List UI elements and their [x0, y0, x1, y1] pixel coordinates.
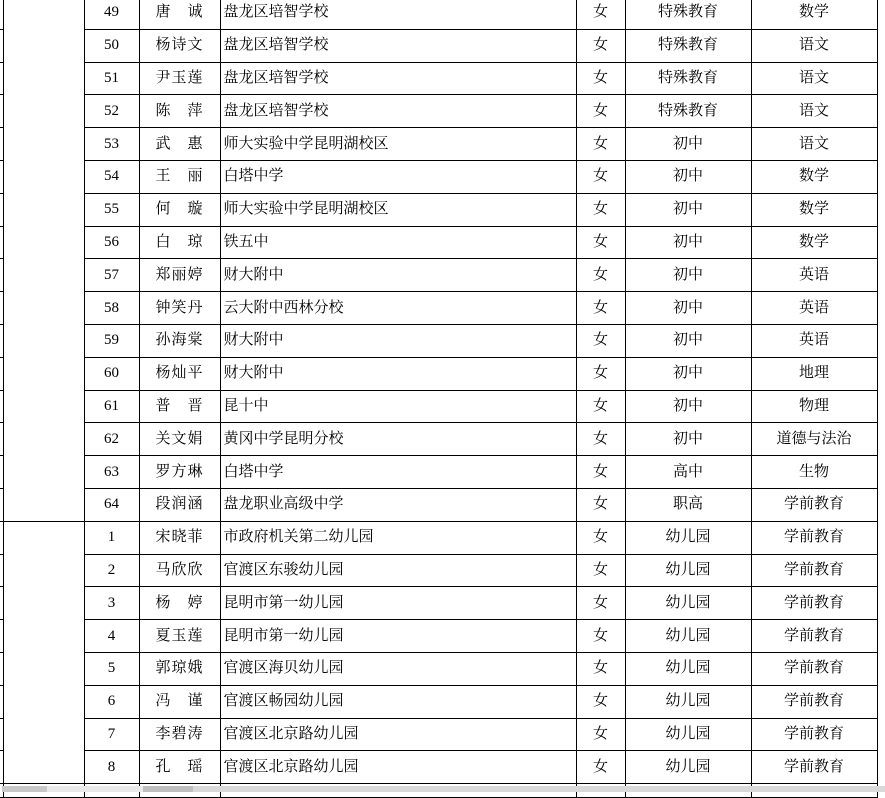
school-cell[interactable]: 白塔中学 [220, 160, 576, 193]
table-row [0, 718, 877, 751]
left-cutoff-column-cell [0, 160, 3, 193]
subject-cell[interactable]: 语文 [751, 29, 877, 62]
name-cell[interactable]: 罗方琳 [139, 456, 220, 489]
gender-cell[interactable]: 女 [576, 0, 625, 29]
level-cell[interactable]: 幼儿园 [625, 751, 751, 784]
level-cell[interactable]: 高中 [625, 456, 751, 489]
gender-cell[interactable]: 女 [576, 128, 625, 161]
name-cell[interactable]: 孙海棠 [139, 324, 220, 357]
school-cell[interactable]: 黄冈中学昆明分校 [220, 423, 576, 456]
name-cell[interactable]: 武 惠 [139, 128, 220, 161]
index-cell[interactable]: 58 [84, 292, 139, 325]
name-cell[interactable]: 孔 瑶 [139, 751, 220, 784]
table-row [0, 488, 877, 521]
level-cell[interactable]: 初中 [625, 423, 751, 456]
index-cell[interactable]: 56 [84, 226, 139, 259]
level-cell[interactable]: 幼儿园 [625, 620, 751, 653]
index-cell[interactable]: 61 [84, 390, 139, 423]
gender-cell[interactable]: 女 [576, 488, 625, 521]
gender-cell[interactable]: 女 [576, 587, 625, 620]
subject-cell[interactable]: 语文 [751, 62, 877, 95]
table-row [0, 29, 877, 62]
name-cell[interactable]: 郭琼娥 [139, 652, 220, 685]
table-row [0, 193, 877, 226]
table-row [0, 128, 877, 161]
level-cell[interactable]: 特殊教育 [625, 95, 751, 128]
school-cell[interactable]: 昆十中 [220, 390, 576, 423]
index-cell[interactable]: 1 [84, 521, 139, 554]
table-row [0, 357, 877, 390]
level-cell[interactable]: 初中 [625, 292, 751, 325]
table-row [0, 390, 877, 423]
index-cell[interactable]: 4 [84, 620, 139, 653]
subject-cell[interactable]: 学前教育 [751, 488, 877, 521]
subject-cell[interactable]: 英语 [751, 259, 877, 292]
table-row [0, 62, 877, 95]
school-cell[interactable]: 官渡区东骏幼儿园 [220, 554, 576, 587]
level-cell[interactable]: 初中 [625, 160, 751, 193]
level-cell[interactable]: 幼儿园 [625, 685, 751, 718]
level-cell[interactable]: 特殊教育 [625, 29, 751, 62]
level-cell[interactable]: 职高 [625, 488, 751, 521]
level-cell[interactable]: 初中 [625, 390, 751, 423]
name-cell[interactable]: 尹玉莲 [139, 62, 220, 95]
name-cell[interactable]: 宋晓菲 [139, 521, 220, 554]
name-cell[interactable]: 何 璇 [139, 193, 220, 226]
subject-cell[interactable]: 学前教育 [751, 685, 877, 718]
left-cutoff-column-cell [0, 587, 3, 620]
gender-cell[interactable]: 女 [576, 324, 625, 357]
school-cell[interactable]: 官渡区海贝幼儿园 [220, 652, 576, 685]
left-cutoff-column-cell [0, 128, 3, 161]
gender-cell[interactable]: 女 [576, 456, 625, 489]
level-cell[interactable]: 幼儿园 [625, 587, 751, 620]
gender-cell[interactable]: 女 [576, 652, 625, 685]
subject-cell[interactable]: 学前教育 [751, 587, 877, 620]
index-cell[interactable]: 49 [84, 0, 139, 29]
index-cell[interactable]: 6 [84, 685, 139, 718]
school-cell[interactable]: 市政府机关第二幼儿园 [220, 521, 576, 554]
table-row [0, 423, 877, 456]
name-cell[interactable]: 钟笑丹 [139, 292, 220, 325]
left-cutoff-column-cell [0, 390, 3, 423]
gender-cell[interactable]: 女 [576, 620, 625, 653]
table-row [0, 259, 877, 292]
subject-cell[interactable]: 学前教育 [751, 554, 877, 587]
school-cell[interactable]: 盘龙区培智学校 [220, 95, 576, 128]
left-cutoff-column-cell [0, 259, 3, 292]
school-cell[interactable]: 盘龙区培智学校 [220, 0, 576, 29]
left-cutoff-column-cell [0, 456, 3, 489]
school-cell[interactable]: 盘龙区培智学校 [220, 62, 576, 95]
index-cell[interactable]: 63 [84, 456, 139, 489]
left-cutoff-column-cell [0, 193, 3, 226]
index-cell[interactable]: 5 [84, 652, 139, 685]
table-row [0, 587, 877, 620]
left-cutoff-column-cell [0, 488, 3, 521]
name-cell[interactable]: 段润涵 [139, 488, 220, 521]
strip-segment [143, 786, 193, 792]
left-cutoff-column-cell [0, 29, 3, 62]
level-cell[interactable]: 幼儿园 [625, 718, 751, 751]
subject-cell[interactable]: 生物 [751, 456, 877, 489]
level-cell[interactable]: 幼儿园 [625, 521, 751, 554]
school-cell[interactable]: 盘龙职业高级中学 [220, 488, 576, 521]
name-cell[interactable]: 杨诗文 [139, 29, 220, 62]
index-cell[interactable]: 8 [84, 751, 139, 784]
name-cell[interactable]: 王 丽 [139, 160, 220, 193]
table-row [0, 652, 877, 685]
name-cell[interactable]: 李碧涛 [139, 718, 220, 751]
left-cutoff-column-cell [0, 62, 3, 95]
gender-cell[interactable]: 女 [576, 718, 625, 751]
index-cell[interactable]: 2 [84, 554, 139, 587]
index-cell[interactable]: 57 [84, 259, 139, 292]
level-cell[interactable]: 幼儿园 [625, 652, 751, 685]
table-row [0, 0, 877, 29]
gender-cell[interactable]: 女 [576, 29, 625, 62]
level-cell[interactable]: 初中 [625, 226, 751, 259]
table-row [0, 751, 877, 784]
index-cell[interactable]: 59 [84, 324, 139, 357]
level-cell[interactable]: 幼儿园 [625, 554, 751, 587]
gender-cell[interactable]: 女 [576, 751, 625, 784]
table-row [0, 521, 877, 554]
left-cutoff-column-cell [0, 423, 3, 456]
subject-cell[interactable]: 数学 [751, 193, 877, 226]
left-cutoff-column-cell [0, 685, 3, 718]
strip-segment [2, 786, 47, 792]
name-cell[interactable]: 杨灿平 [139, 357, 220, 390]
left-cutoff-column-cell [0, 554, 3, 587]
school-cell[interactable]: 白塔中学 [220, 456, 576, 489]
level-cell[interactable]: 初中 [625, 128, 751, 161]
school-cell[interactable]: 财大附中 [220, 357, 576, 390]
gender-cell[interactable]: 女 [576, 160, 625, 193]
bottom-clipped-row-strip [0, 786, 885, 792]
school-cell[interactable]: 财大附中 [220, 324, 576, 357]
school-cell[interactable]: 盘龙区培智学校 [220, 29, 576, 62]
level-cell[interactable]: 初中 [625, 324, 751, 357]
school-cell[interactable]: 师大实验中学昆明湖校区 [220, 128, 576, 161]
school-cell[interactable]: 铁五中 [220, 226, 576, 259]
name-cell[interactable]: 陈 萍 [139, 95, 220, 128]
index-cell[interactable]: 62 [84, 423, 139, 456]
left-cutoff-column-cell [0, 718, 3, 751]
left-cutoff-column-cell [0, 95, 3, 128]
name-cell[interactable]: 杨 婷 [139, 587, 220, 620]
level-cell[interactable]: 初中 [625, 357, 751, 390]
index-cell[interactable]: 54 [84, 160, 139, 193]
school-cell[interactable]: 云大附中西林分校 [220, 292, 576, 325]
table-row [0, 554, 877, 587]
subject-cell[interactable]: 学前教育 [751, 718, 877, 751]
gender-cell[interactable]: 女 [576, 226, 625, 259]
left-cutoff-column-cell [0, 652, 3, 685]
index-cell[interactable]: 52 [84, 95, 139, 128]
school-cell[interactable]: 财大附中 [220, 259, 576, 292]
left-cutoff-column-cell [0, 226, 3, 259]
subject-cell[interactable]: 地理 [751, 357, 877, 390]
subject-cell[interactable]: 语文 [751, 128, 877, 161]
school-cell[interactable]: 官渡区北京路幼儿园 [220, 751, 576, 784]
gender-cell[interactable]: 女 [576, 554, 625, 587]
index-cell[interactable]: 50 [84, 29, 139, 62]
level-cell[interactable]: 初中 [625, 259, 751, 292]
index-cell[interactable]: 64 [84, 488, 139, 521]
subject-cell[interactable]: 数学 [751, 0, 877, 29]
left-cutoff-column-cell [0, 620, 3, 653]
gender-cell[interactable]: 女 [576, 259, 625, 292]
subject-cell[interactable]: 英语 [751, 324, 877, 357]
gender-cell[interactable]: 女 [576, 193, 625, 226]
index-cell[interactable]: 3 [84, 587, 139, 620]
subject-cell[interactable]: 道德与法治 [751, 423, 877, 456]
name-cell[interactable]: 普 晋 [139, 390, 220, 423]
merged-group-cell[interactable] [3, 521, 84, 783]
name-cell[interactable]: 白 琼 [139, 226, 220, 259]
table-row [0, 226, 877, 259]
index-cell[interactable]: 60 [84, 357, 139, 390]
school-cell[interactable]: 官渡区北京路幼儿园 [220, 718, 576, 751]
school-cell[interactable]: 官渡区畅园幼儿园 [220, 685, 576, 718]
index-cell[interactable]: 7 [84, 718, 139, 751]
gender-cell[interactable]: 女 [576, 685, 625, 718]
table-row [0, 456, 877, 489]
table-row [0, 324, 877, 357]
index-cell[interactable]: 51 [84, 62, 139, 95]
left-cutoff-column-cell [0, 751, 3, 784]
level-cell[interactable]: 初中 [625, 193, 751, 226]
school-cell[interactable]: 昆明市第一幼儿园 [220, 620, 576, 653]
gender-cell[interactable]: 女 [576, 423, 625, 456]
subject-cell[interactable]: 学前教育 [751, 521, 877, 554]
gender-cell[interactable]: 女 [576, 62, 625, 95]
subject-cell[interactable]: 学前教育 [751, 751, 877, 784]
subject-cell[interactable]: 数学 [751, 160, 877, 193]
gender-cell[interactable]: 女 [576, 521, 625, 554]
left-cutoff-column-cell [0, 292, 3, 325]
strip-segment [47, 786, 143, 792]
table-row [0, 620, 877, 653]
subject-cell[interactable]: 数学 [751, 226, 877, 259]
subject-cell[interactable]: 学前教育 [751, 652, 877, 685]
name-cell[interactable]: 唐 诚 [139, 0, 220, 29]
table-row [0, 685, 877, 718]
name-cell[interactable]: 马欣欣 [139, 554, 220, 587]
school-cell[interactable]: 昆明市第一幼儿园 [220, 587, 576, 620]
gender-cell[interactable]: 女 [576, 357, 625, 390]
left-cutoff-column-cell [0, 324, 3, 357]
name-cell[interactable]: 冯 谨 [139, 685, 220, 718]
subject-cell[interactable]: 学前教育 [751, 620, 877, 653]
name-cell[interactable]: 夏玉莲 [139, 620, 220, 653]
level-cell[interactable]: 特殊教育 [625, 62, 751, 95]
index-cell[interactable]: 53 [84, 128, 139, 161]
left-cutoff-column-cell [0, 357, 3, 390]
school-cell[interactable]: 师大实验中学昆明湖校区 [220, 193, 576, 226]
subject-cell[interactable]: 物理 [751, 390, 877, 423]
subject-cell[interactable]: 语文 [751, 95, 877, 128]
table-row [0, 95, 877, 128]
gender-cell[interactable]: 女 [576, 390, 625, 423]
name-cell[interactable]: 关文娟 [139, 423, 220, 456]
strip-segment [193, 786, 885, 792]
level-cell[interactable]: 特殊教育 [625, 0, 751, 29]
index-cell[interactable]: 55 [84, 193, 139, 226]
gender-cell[interactable]: 女 [576, 95, 625, 128]
subject-cell[interactable]: 英语 [751, 292, 877, 325]
table-row [0, 160, 877, 193]
merged-group-cell[interactable] [3, 0, 84, 521]
gender-cell[interactable]: 女 [576, 292, 625, 325]
table-row [0, 292, 877, 325]
name-cell[interactable]: 郑丽婷 [139, 259, 220, 292]
